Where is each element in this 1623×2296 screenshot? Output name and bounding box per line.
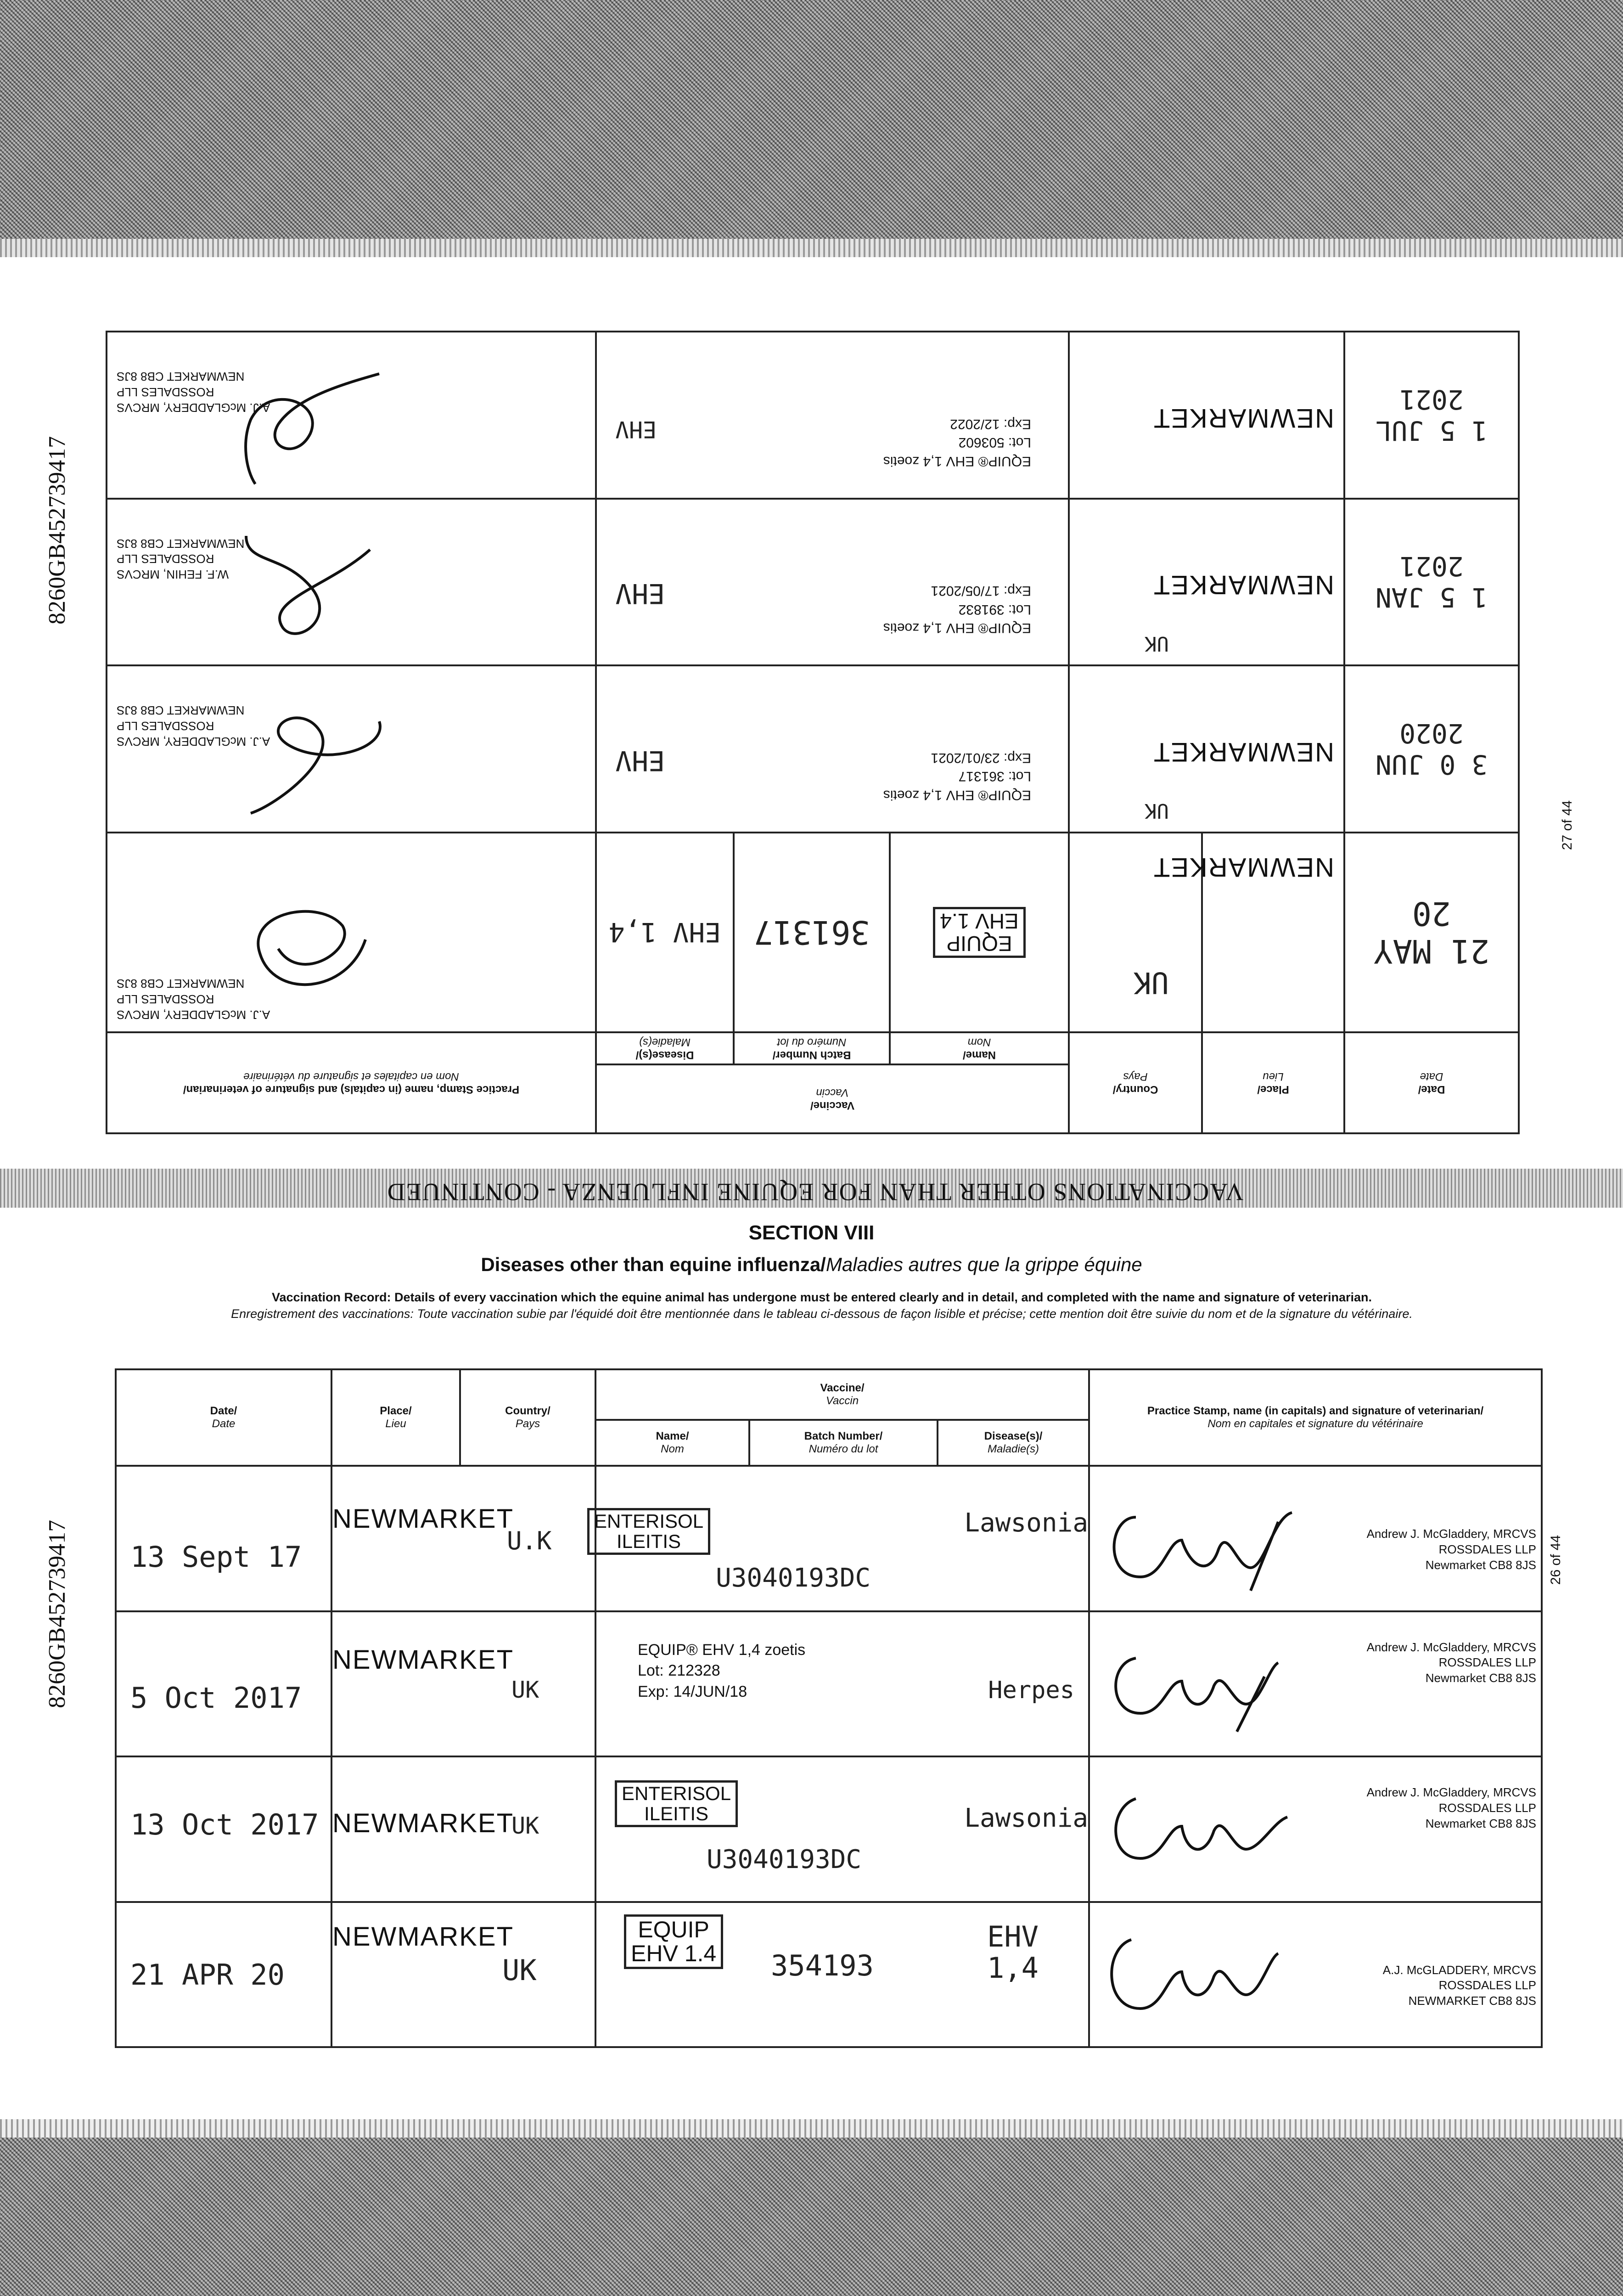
row-vaccine-details: EQUIP® EHV 1,4 zoetis Lot: 212328 Exp: 14/JUN/18 Herpes [595, 1611, 1089, 1757]
row-vaccine-name [890, 833, 1069, 1032]
table-row [116, 1611, 1542, 1757]
vet-stamp: A.J. McGLADDERY, MRCVS ROSSDALES LLP NEWMARKET CB8 8JS [117, 703, 270, 748]
section-title: SECTION VIII [748, 1221, 875, 1244]
scan-band-bottom [0, 2122, 1623, 2296]
page-number-upper: 27 of 44 [1560, 800, 1575, 850]
row-vaccine-details: ENTERISOL ILEITIS U3040193DC Lawsonia [595, 1466, 1089, 1611]
upper-vaccination-table [106, 331, 1520, 1134]
table-row [116, 1466, 1542, 1611]
row-vaccine-details: EQUIP® EHV 1,4 zoetis Lot: 503602 Exp: 12/2022 EHV [596, 332, 1069, 499]
header-place: Place/ Lieu [331, 1369, 460, 1466]
row-vet [1089, 1902, 1542, 2048]
header-batch: Batch Number/ Numéro du lot [749, 1420, 938, 1466]
row-place: NEWMARKET UK [1069, 499, 1344, 666]
signature-image [1099, 1490, 1306, 1595]
row-batch: 361317 [734, 833, 890, 1032]
vaccine-stamp: ENTERISOL ILEITIS [615, 1780, 738, 1827]
table-row [116, 1756, 1542, 1902]
row-vet [107, 332, 596, 499]
scan-band-bottom-edge [0, 2119, 1623, 2138]
row-vet [1089, 1756, 1542, 1902]
row-place: NEWMARKET [1202, 833, 1344, 1032]
table-row [107, 499, 1519, 666]
vet-stamp: A.J. McGLADDERY, MRCVS ROSSDALES LLP NEWMARKET CB8 8JS [117, 977, 270, 1022]
vaccination-table-lower [115, 1368, 1543, 2048]
header-name: Name/ Nom [890, 1032, 1069, 1064]
vet-stamp: Andrew J. McGladdery, MRCVS ROSSDALES LLP Newmarket CB8 8JS [1366, 1785, 1536, 1830]
vaccination-record-instructions-en: Vaccination Record: Details of every vaccination which the equine animal has undergone must be entered clearly and in detail, and completed with the name and signature of veterinarian. [271, 1290, 1372, 1304]
document-side-id-lower: 8260GB452739417 [44, 1519, 70, 1708]
row-date: 1 5 JAN 2021 [1344, 499, 1519, 666]
header-date: Date/ Date [116, 1369, 331, 1466]
table-row [107, 665, 1519, 833]
signature-image [1099, 1921, 1283, 2022]
row-place: NEWMARKET UK [331, 1611, 595, 1757]
row-vet [107, 499, 596, 666]
page-number-lower: 26 of 44 [1548, 1535, 1564, 1585]
scan-band-top-edge [0, 239, 1623, 257]
row-date: 1 5 JUL 2021 [1344, 332, 1519, 499]
row-date: 13 Oct 2017 [116, 1756, 331, 1902]
signature-image [1099, 1780, 1292, 1881]
header-place: Place/ Lieu [1202, 1032, 1344, 1133]
row-place: NEWMARKET U.K [331, 1466, 595, 1611]
row-vet [1089, 1611, 1542, 1757]
header-date: Date/ Date [1344, 1032, 1519, 1133]
signature-image [1099, 1635, 1283, 1736]
vaccine-stamp: ENTERISOL ILEITIS [587, 1508, 710, 1555]
vaccine-stamp: EQUIP EHV 1.4 [933, 907, 1025, 958]
header-disease: Disease(s)/ Maladie(s) [938, 1420, 1089, 1466]
signature-image [232, 351, 388, 489]
vaccination-table-upper [106, 331, 1520, 1134]
signature-image [237, 527, 384, 655]
table-row [116, 1902, 1542, 2048]
row-vet [1089, 1466, 1542, 1611]
document-side-id-upper: 8260GB452739417 [44, 436, 70, 625]
vet-stamp: Andrew J. McGladdery, MRCVS ROSSDALES LLP Newmarket CB8 8JS [1366, 1527, 1536, 1572]
header-vet: Practice Stamp, name (in capitals) and signature of veterinarian/ Nom en capitales et signature du vétérinaire [1089, 1369, 1542, 1466]
header-name: Name/ Nom [595, 1420, 749, 1466]
row-place: NEWMARKET UK [331, 1756, 595, 1902]
row-vet [107, 665, 596, 833]
continued-section-title: VACCINATIONS OTHER THAN FOR EQUINE INFLUENZA - CONTINUED [386, 1178, 1244, 1206]
row-vaccine-details: ENTERISOL ILEITIS U3040193DC Lawsonia [595, 1756, 1089, 1902]
row-vet [107, 833, 596, 1032]
section-subtitle: Diseases other than equine influenza/Maladies autres que la grippe équine [481, 1254, 1142, 1275]
vet-stamp: Andrew J. McGladdery, MRCVS ROSSDALES LLP Newmarket CB8 8JS [1366, 1640, 1536, 1685]
row-date: 21 APR 20 [116, 1902, 331, 2048]
row-place: NEWMARKET UK [1069, 665, 1344, 833]
header-vet: Practice Stamp, name (in capitals) and signature of veterinarian/ Nom en capitales et signature du vétérinaire [107, 1032, 596, 1133]
header-vaccine: Vaccine/ Vaccin [595, 1369, 1089, 1420]
vaccination-record-instructions-fr: Enregistrement des vaccinations: Toute vaccination subie par l'équidé doit être mentionnée dans le tableau ci-dessous de façon lisible et précise; cette mention doit être suivie du nom et de la signature du vétérinaire. [231, 1307, 1413, 1321]
header-batch: Batch Number/ Numéro du lot [734, 1032, 890, 1064]
row-date: 13 Sept 17 [116, 1466, 331, 1611]
header-country: Country/ Pays [460, 1369, 595, 1466]
lower-vaccination-table [115, 1368, 1543, 2048]
row-country: UK [1069, 833, 1202, 1032]
row-place: NEWMARKET [1069, 332, 1344, 499]
header-country: Country/ Pays [1069, 1032, 1202, 1133]
table-row [107, 833, 1519, 1032]
row-vaccine-details: EQUIP EHV 1.4 354193 EHV 1,4 [595, 1902, 1089, 2048]
vet-stamp: W.F. FEHIN, MRCVS ROSSDALES LLP NEWMARKET CB8 8JS [117, 536, 245, 582]
header-vaccine: Vaccine/ Vaccin [596, 1064, 1069, 1133]
row-date: 21 MAY 20 [1344, 833, 1519, 1032]
row-date: 3 0 JUN 2020 [1344, 665, 1519, 833]
row-vaccine-details: EQUIP® EHV 1,4 zoetis Lot: 361317 Exp: 23/01/2021 EHV [596, 665, 1069, 833]
signature-image [237, 694, 398, 822]
table-row [107, 332, 1519, 499]
scan-band-top [0, 0, 1623, 255]
row-date: 5 Oct 2017 [116, 1611, 331, 1757]
vet-stamp: A.J. McGLADDERY, MRCVS ROSSDALES LLP NEWMARKET CB8 8JS [1382, 1963, 1536, 2008]
vaccine-stamp: EQUIP EHV 1.4 [624, 1914, 723, 1969]
header-disease: Disease(s)/ Maladie(s) [596, 1032, 734, 1064]
row-vaccine-details: EQUIP® EHV 1,4 zoetis Lot: 391832 Exp: 17/05/2021 EHV [596, 499, 1069, 666]
row-place: NEWMARKET UK [331, 1902, 595, 2048]
signature-image [237, 889, 375, 1004]
vet-stamp: A.J. McGLADDERY, MRCVS ROSSDALES LLP NEWMARKET CB8 8JS [117, 370, 270, 415]
row-disease: EHV 1,4 [596, 833, 734, 1032]
